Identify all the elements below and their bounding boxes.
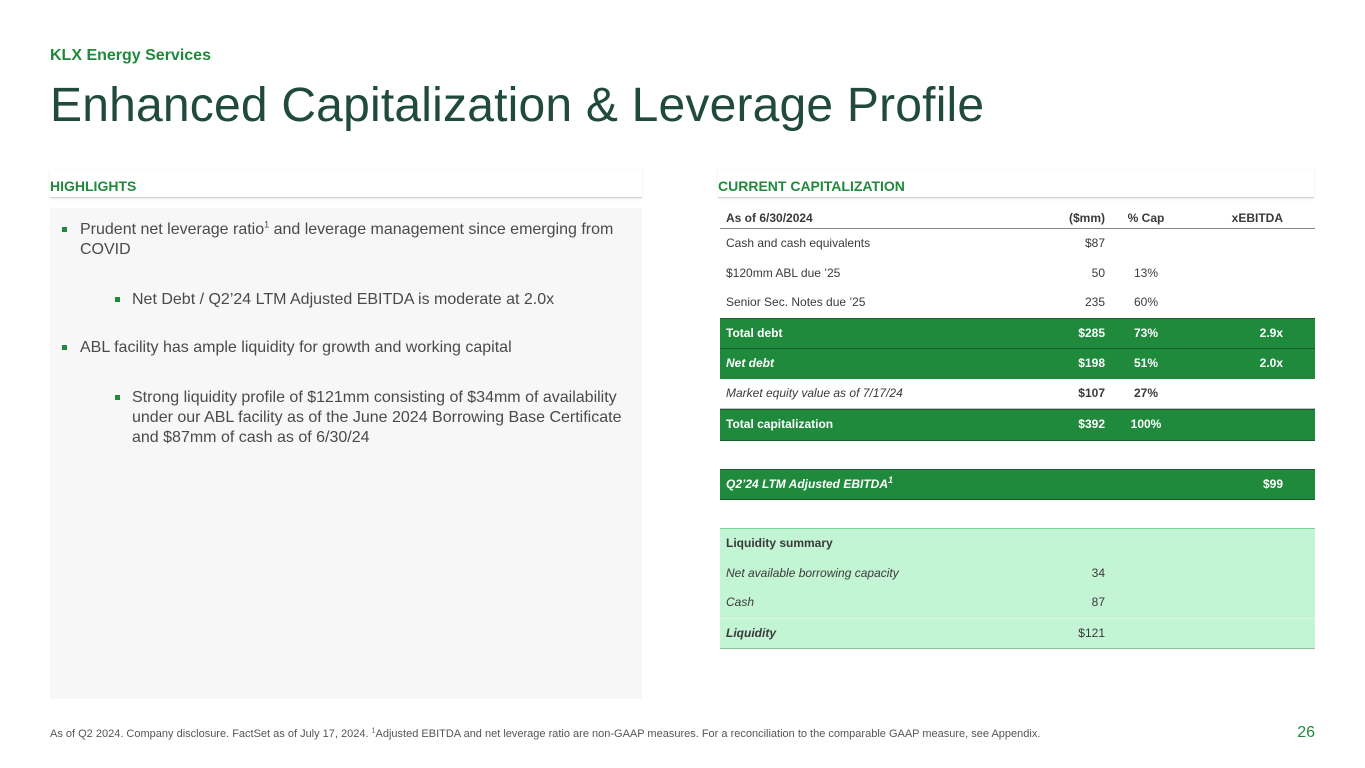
highlight-subitem: Strong liquidity profile of $121mm consisting of $34mm of availability under our ABL facility as of the June 2024 Borrowing Base Certificate and $87mm of cash as of 6/30/24 — [132, 389, 622, 446]
row-value-mm: $107 — [1078, 385, 1105, 400]
row-value-x: 2.0x — [1259, 356, 1283, 370]
row-label: Net debt — [726, 356, 774, 370]
column-header: xEBITDA — [1231, 211, 1283, 225]
net-debt-row — [720, 349, 1315, 379]
liquidity-row — [720, 588, 1315, 619]
page-title: Enhanced Capitalization & Leverage Profile — [50, 79, 985, 132]
row-value-mm: $285 — [1078, 325, 1105, 340]
row-label: Q2’24 LTM Adjusted EBITDA$^1$ — [726, 474, 894, 491]
capitalization-heading: CURRENT CAPITALIZATION — [718, 170, 1314, 198]
column-header: ($mm) — [1068, 211, 1105, 225]
row-value-pct: 51% — [1133, 356, 1159, 370]
highlights-heading: HIGHLIGHTS — [50, 170, 642, 198]
row-label: Net available borrowing capacity — [726, 565, 899, 580]
row-value-mm: 235 — [1084, 295, 1105, 309]
row-label: Cash — [726, 595, 755, 609]
footnote: As of Q2 2024. Company disclosure. FactSet as of July 17, 2024. $^1$Adjusted EBITDA and net leverage ratio are non-GAAP measures. For a reconciliation to the comparable GAAP measure, see Appendix. — [50, 727, 1041, 740]
liquidity-row — [720, 559, 1315, 589]
row-value-mm: 87 — [1091, 595, 1105, 609]
row-label: Total capitalization — [726, 417, 834, 431]
row-value-mm: 50 — [1091, 265, 1105, 280]
row-value-x: $99 — [1262, 476, 1283, 491]
row-value-pct: 100% — [1130, 417, 1162, 431]
row-label: $120mm ABL due ’25 — [726, 265, 841, 280]
bullet-icon — [62, 227, 67, 232]
liquidity-total-row — [720, 619, 1315, 650]
row-label: Total debt — [726, 325, 783, 340]
row-value-mm: $87 — [1084, 236, 1105, 250]
bullet-icon — [115, 395, 120, 400]
liquidity-title: Liquidity summary — [726, 536, 833, 550]
row-value-pct: 13% — [1133, 265, 1159, 280]
table-header-row — [720, 208, 1315, 229]
total-capitalization-row — [720, 409, 1315, 441]
total-debt-row — [720, 318, 1315, 350]
row-label: Senior Sec. Notes due ’25 — [726, 295, 866, 309]
table-row — [720, 379, 1315, 410]
highlight-item: Prudent net leverage ratio$^1$ and leverage management since emerging from COVID — [80, 219, 614, 258]
row-value-mm: $392 — [1078, 417, 1105, 431]
highlights-panel — [50, 208, 642, 699]
row-value-mm: $121 — [1078, 625, 1105, 640]
column-header: As of 6/30/2024 — [726, 211, 813, 225]
bullet-icon — [62, 345, 67, 350]
table-row — [720, 259, 1315, 289]
page-number: 26 — [1297, 724, 1315, 741]
capitalization-table — [720, 208, 1315, 649]
row-value-pct: 27% — [1133, 385, 1159, 400]
liquidity-title-row — [720, 528, 1315, 559]
highlight-item: ABL facility has ample liquidity for growth and working capital — [80, 339, 512, 356]
highlight-subitem: Net Debt / Q2’24 LTM Adjusted EBITDA is moderate at 2.0x — [132, 291, 555, 308]
company-name: KLX Energy Services — [50, 47, 211, 64]
ebitda-row — [720, 469, 1315, 501]
bullet-icon — [115, 297, 120, 302]
row-value-pct: 60% — [1133, 295, 1159, 309]
row-value-mm: 34 — [1091, 565, 1105, 580]
row-value-pct: 73% — [1133, 325, 1159, 340]
row-label: Cash and cash equivalents — [726, 236, 871, 250]
row-label: Market equity value as of 7/17/24 — [726, 385, 903, 400]
table-row — [720, 288, 1315, 318]
table-row — [720, 229, 1315, 259]
column-header: % Cap — [1127, 211, 1165, 225]
row-value-x: 2.9x — [1259, 325, 1283, 340]
row-label: Liquidity — [726, 625, 776, 640]
row-value-mm: $198 — [1078, 356, 1105, 370]
